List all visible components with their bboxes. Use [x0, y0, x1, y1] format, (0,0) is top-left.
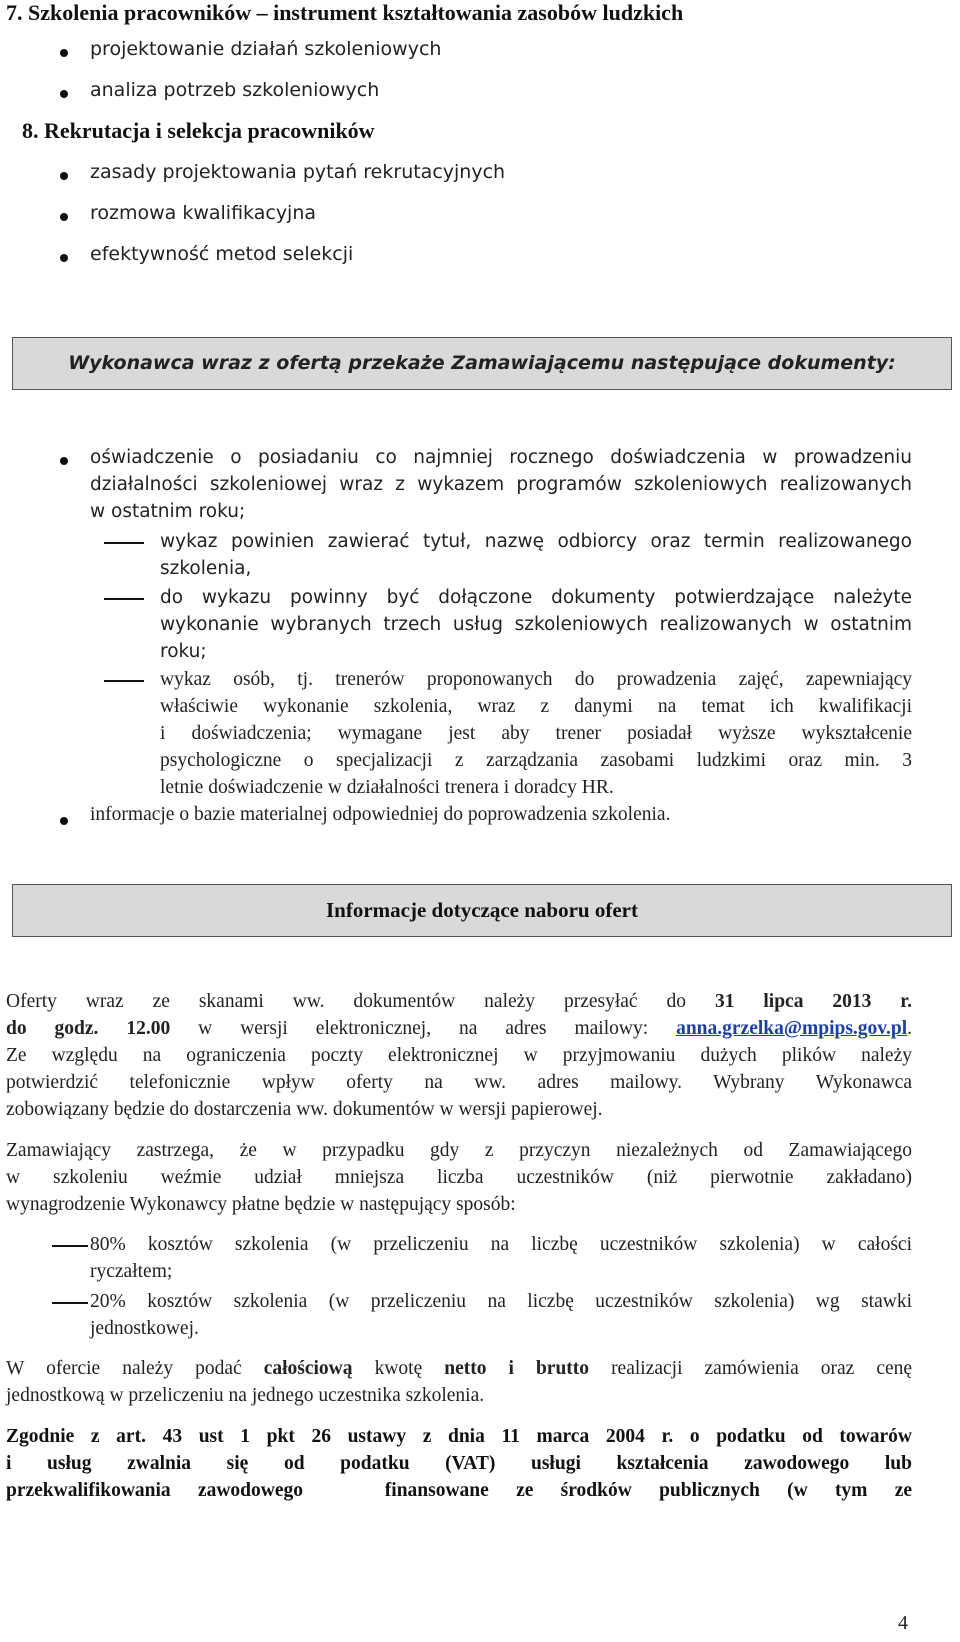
bullet-icon — [60, 457, 68, 465]
documents-item-1: oświadczenie o posiadaniu co najmniej rocznego doświadczenia w prowadzeniu działalności szkoleniowej wraz z wykazem programów szkoleniowych realizowanych w ostatnim roku; — [90, 447, 912, 522]
bullet-icon — [60, 49, 68, 57]
documents-header-title: Wykonawca wraz z ofertą przekaże Zamawiającemu następujące dokumenty: — [68, 352, 896, 374]
dash-icon — [52, 1245, 88, 1247]
dash-icon — [104, 542, 144, 544]
bullet-icon — [60, 90, 68, 98]
offers-header-title: Informacje dotyczące naboru ofert — [326, 898, 638, 922]
dash-icon — [52, 1302, 88, 1304]
documents-subitem-2: do wykazu powinny być dołączone dokumenty potwierdzające należyte wykonanie wybranych trzech usług szkoleniowych realizowanych w ostatnim roku; — [160, 587, 912, 662]
email-link[interactable]: anna.grzelka@mpips.gov.pl — [676, 1018, 908, 1039]
section8-item-2: rozmowa kwalifikacyjna — [90, 202, 317, 224]
bullet-icon — [60, 254, 68, 262]
offers-header-box — [12, 884, 952, 937]
page-number: 4 — [898, 1612, 908, 1634]
section8-title: 8. Rekrutacja i selekcja pracowników — [22, 118, 375, 143]
offers-paragraph-2: Zamawiający zastrzega, że w przypadku gdy z przyczyn niezależnych od Zamawiającego w szkoleniu weźmie udział mniejsza liczba uczestników (niż pierwotnie zakładano) wynagrodzenie Wykonawcy płatne będzie w następujący sposób: — [6, 1140, 912, 1215]
documents-item-3: informacje o bazie materialnej odpowiedniej do poprowadzenia szkolenia. — [90, 804, 671, 825]
documents-subitem-3: wykaz osób, tj. trenerów proponowanych do prowadzenia zajęć, zapewniający właściwie wykonanie szkolenia, wraz z danymi na temat ich kwalifikacji i doświadczenia; wymagane jest aby trener posiadał wyższe wykształcenie psychologiczne o specjalizacji z zarządzania zasobami ludzkimi oraz min. 3 letnie doświadczenie w działalności trenera i doradcy HR. — [160, 669, 912, 798]
bullet-icon — [60, 817, 68, 825]
dash-icon — [104, 598, 144, 600]
offers-paragraph-4: Zgodnie z art. 43 ust 1 pkt 26 ustawy z dnia 11 marca 2004 r. o podatku od towarów i usług zwalnia się od podatku (VAT) usługi kształcenia zawodowego lub przekwalifikowania zawodowego finansowane ze środków publicznych (w tym ze — [6, 1426, 912, 1501]
section8-item-3: efektywność metod selekcji — [90, 243, 354, 265]
section8-item-1: zasady projektowania pytań rekrutacyjnych — [90, 161, 506, 183]
documents-header-box — [12, 337, 952, 390]
bullet-icon — [60, 172, 68, 180]
payment-item-2: 20% kosztów szkolenia (w przeliczeniu na liczbę uczestników szkolenia) wg stawki jednostkowej. — [90, 1291, 912, 1339]
payment-item-1: 80% kosztów szkolenia (w przeliczeniu na liczbę uczestników szkolenia) w całości ryczałtem; — [90, 1234, 912, 1282]
documents-subitem-1: wykaz powinien zawierać tytuł, nazwę odbiorcy oraz termin realizowanego szkolenia, — [160, 531, 912, 579]
section7-title: 7. Szkolenia pracowników – instrument kształtowania zasobów ludzkich — [6, 0, 684, 25]
offers-paragraph-3: W ofercie należy podać całościową kwotę netto i brutto realizacji zamówienia oraz cenę jednostkową w przeliczeniu na jednego uczestnika szkolenia. — [6, 1358, 913, 1406]
bullet-icon — [60, 213, 68, 221]
dash-icon — [104, 680, 144, 682]
section7-item-2: analiza potrzeb szkoleniowych — [90, 79, 380, 101]
offers-paragraph-1: Oferty wraz ze skanami ww. dokumentów należy przesyłać do 31 lipca 2013 r. do godz. 12.00 w wersji elektronicznej, na adres mailowy: anna.grzelka@mpips.gov.pl. Ze względu na ograniczenia poczty elektronicznej w przyjmowaniu dużych plików należy potwierdzić telefonicznie wpływ oferty na ww. adres mailowy. Wybrany Wykonawca zobowiązany będzie do dostarczenia ww. dokumentów w wersji papierowej. — [6, 991, 913, 1120]
section7-item-1: projektowanie działań szkoleniowych — [90, 38, 442, 60]
